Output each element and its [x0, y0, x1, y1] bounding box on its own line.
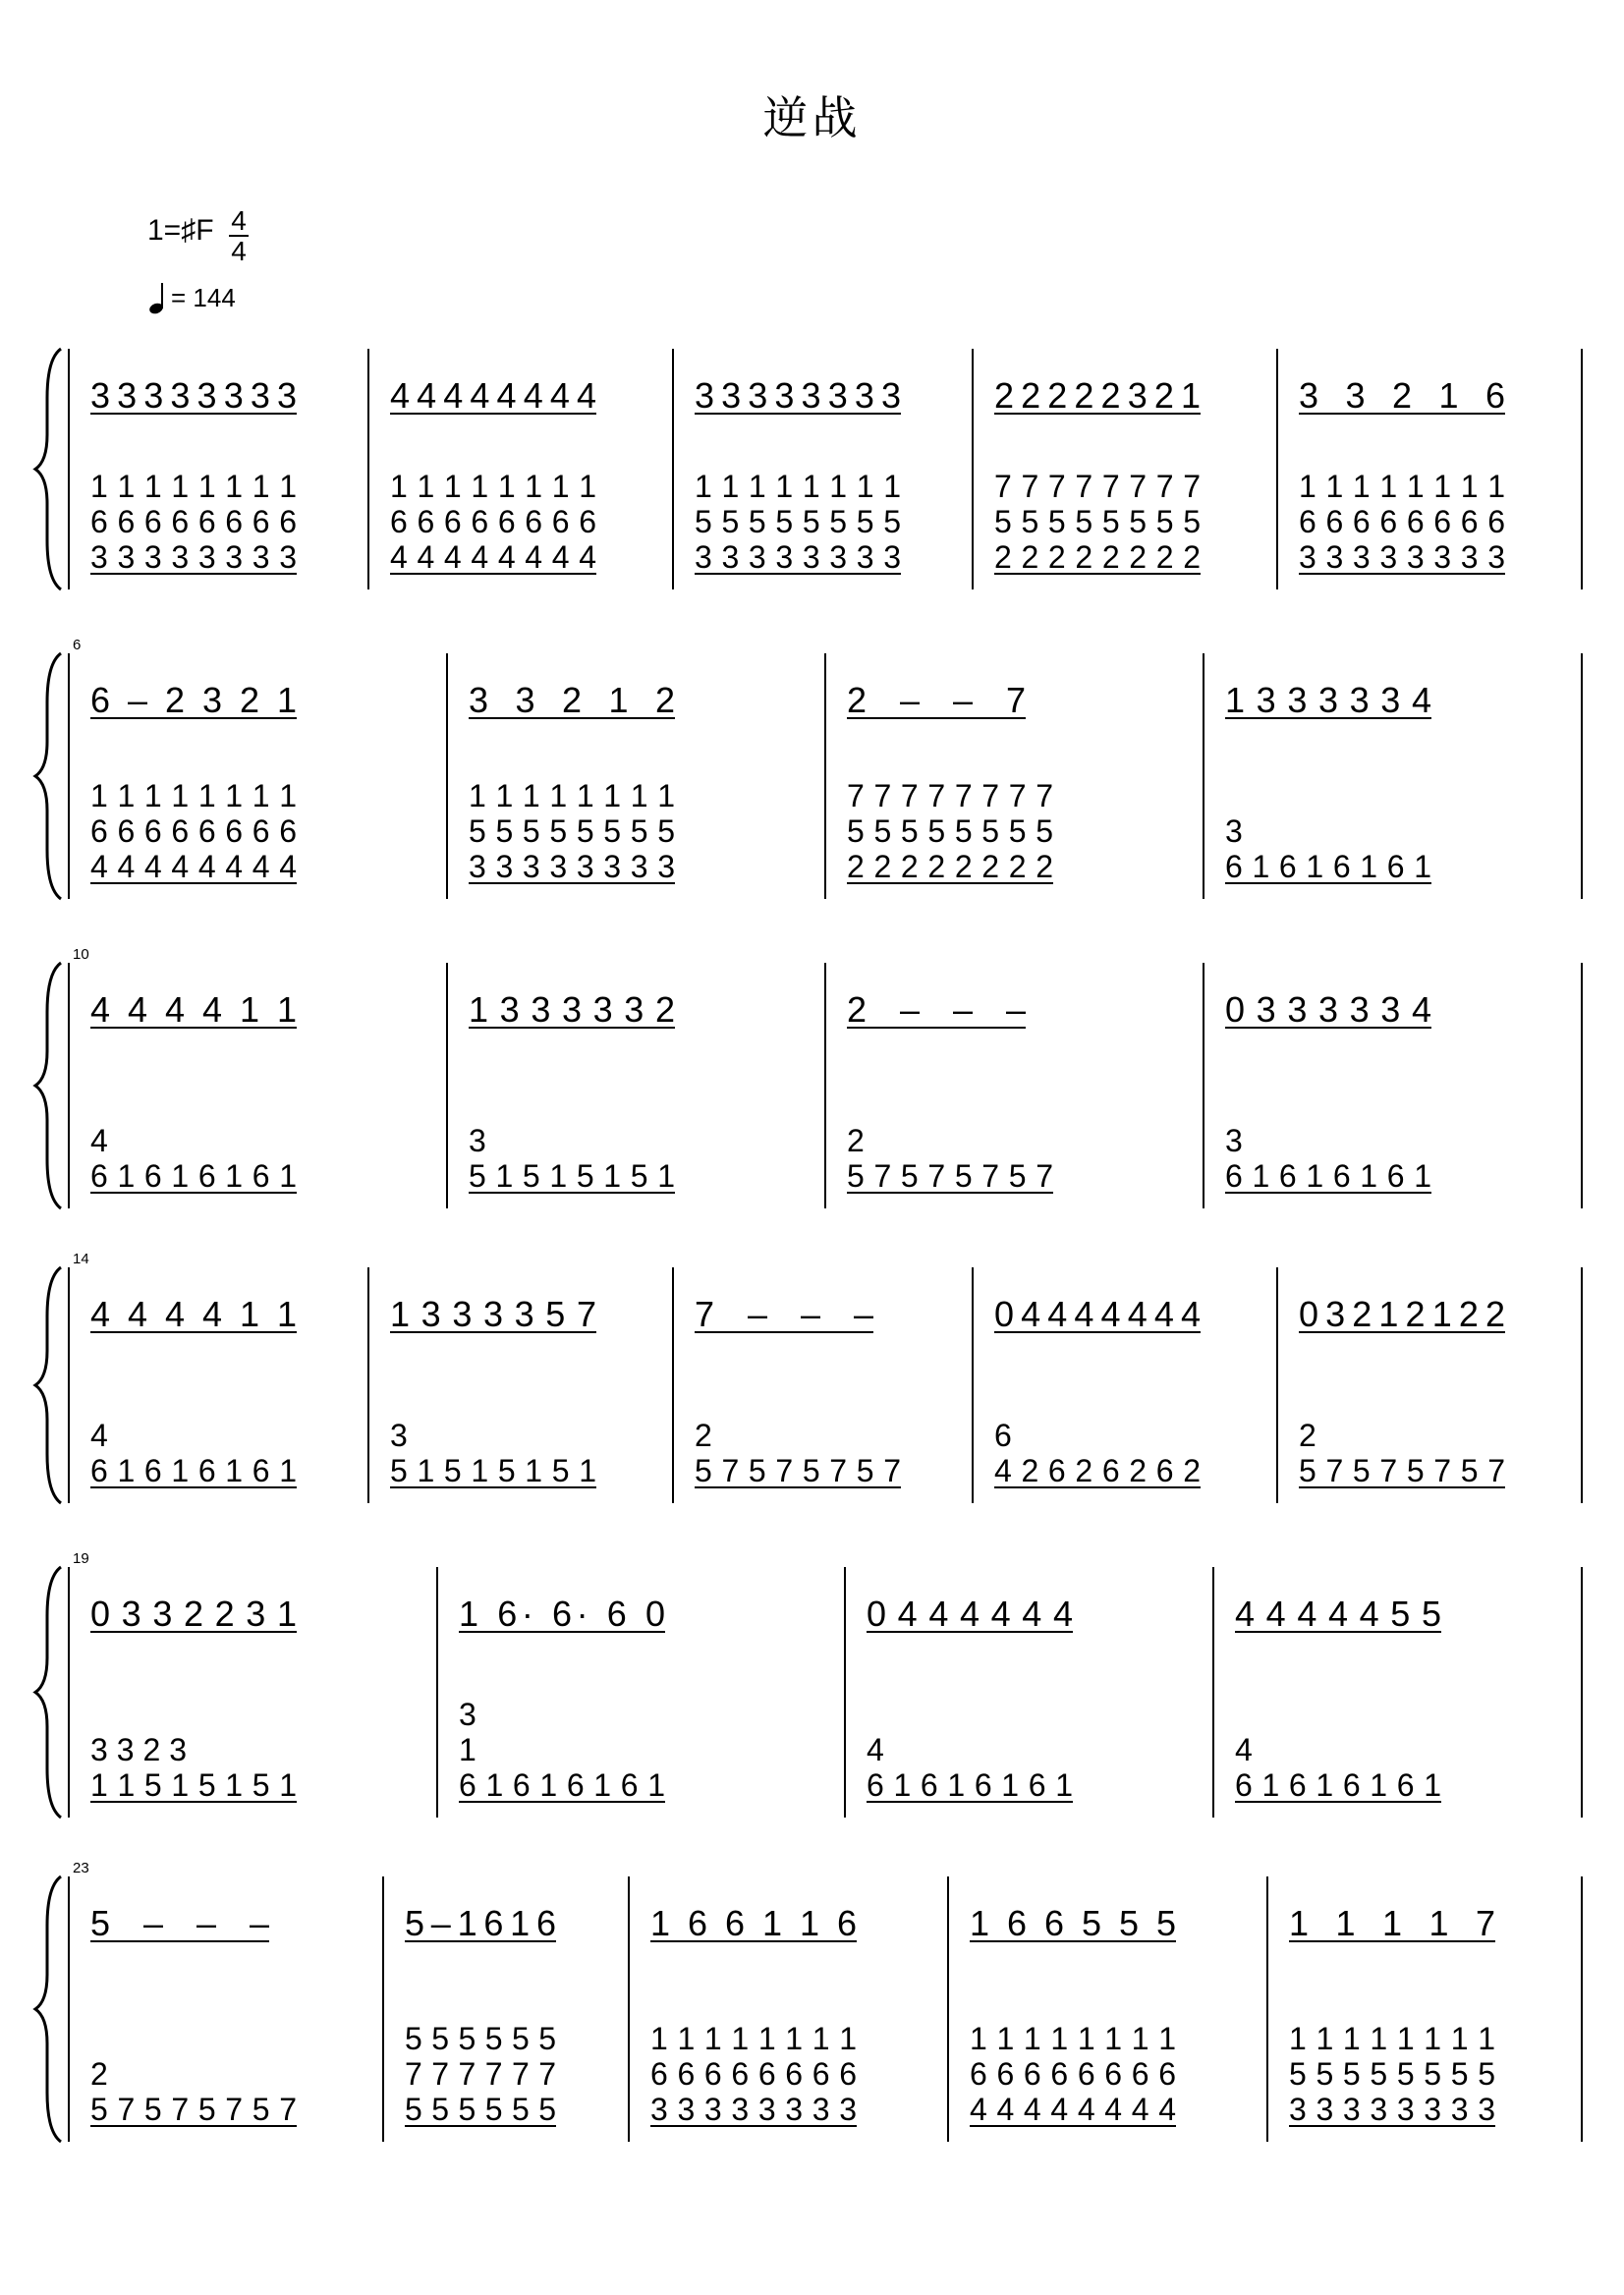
lower-staff-notes: 5 5 5 5 5 5 5 5 — [847, 813, 1053, 849]
lower-staff-notes: 4 4 4 4 4 4 4 4 — [390, 539, 596, 575]
measure — [90, 375, 297, 575]
measure — [90, 680, 297, 884]
time-signature-numerator: 4 — [231, 205, 247, 236]
measure — [90, 1294, 297, 1488]
lower-staff-notes: 1 1 1 1 1 1 1 1 — [390, 469, 596, 504]
measure — [1299, 1294, 1505, 1488]
lower-staff-notes: 5 5 5 5 5 5 5 5 — [994, 504, 1201, 539]
lower-staff-notes: 3 — [469, 1123, 486, 1158]
tempo-value: = 144 — [171, 283, 236, 312]
upper-staff-notes: 7 – – – — [695, 1294, 873, 1334]
lower-staff-notes: 6 1 6 1 6 1 6 1 — [867, 1767, 1073, 1803]
upper-staff-notes: 0 4 4 4 4 4 4 — [867, 1594, 1073, 1634]
lower-staff-notes: 2 2 2 2 2 2 2 2 — [994, 539, 1201, 575]
lower-staff-notes: 6 1 6 1 6 1 6 1 — [1225, 849, 1431, 884]
lower-staff-notes: 5 5 5 5 5 5 — [405, 2092, 556, 2127]
lower-staff-notes: 6 1 6 1 6 1 6 1 — [459, 1767, 665, 1803]
upper-staff-notes: 5 – – – — [90, 1903, 269, 1943]
lower-staff-notes: 3 3 3 3 3 3 3 3 — [1299, 539, 1505, 575]
lower-staff-notes: 2 2 2 2 2 2 2 2 — [847, 849, 1053, 884]
lower-staff-notes: 3 — [1225, 813, 1243, 849]
lower-staff-notes: 7 7 7 7 7 7 7 7 — [994, 469, 1201, 504]
lower-staff-notes: 5 5 5 5 5 5 5 5 — [469, 813, 675, 849]
measure — [405, 1903, 556, 2127]
upper-staff-notes: 2 – – – — [847, 989, 1026, 1030]
lower-staff-notes: 1 — [459, 1732, 476, 1767]
measure — [650, 1903, 857, 2127]
lower-staff-notes: 7 7 7 7 7 7 7 7 — [847, 778, 1053, 813]
lower-staff-notes: 4 4 4 4 4 4 4 4 — [970, 2092, 1176, 2127]
upper-staff-notes: 0 3 3 3 3 3 4 — [1225, 989, 1431, 1030]
system — [35, 946, 1582, 1208]
lower-staff-notes: 2 — [695, 1418, 712, 1453]
lower-staff-notes: 6 6 6 6 6 6 6 6 — [90, 504, 297, 539]
upper-staff-notes: 2 2 2 2 2 3 2 1 — [994, 375, 1201, 416]
lower-staff-notes: 3 3 3 3 3 3 3 3 — [650, 2092, 857, 2127]
upper-staff-notes: 1 1 1 1 7 — [1289, 1903, 1495, 1943]
lower-staff-notes: 6 1 6 1 6 1 6 1 — [90, 1158, 297, 1194]
measure — [847, 989, 1053, 1194]
time-signature-denominator: 4 — [231, 236, 247, 266]
lower-staff-notes: 6 1 6 1 6 1 6 1 — [1235, 1767, 1441, 1803]
upper-staff-notes: 4 4 4 4 4 5 5 — [1235, 1594, 1441, 1634]
upper-staff-notes: 1 3 3 3 3 5 7 — [390, 1294, 596, 1334]
system — [35, 1251, 1582, 1503]
lower-staff-notes: 4 — [90, 1418, 108, 1453]
system — [35, 637, 1582, 899]
measure — [867, 1594, 1073, 1803]
upper-staff-notes: 1 6 6 1 1 6 — [650, 1903, 857, 1943]
lower-staff-notes: 4 4 4 4 4 4 4 4 — [90, 849, 297, 884]
lower-staff-notes: 6 1 6 1 6 1 6 1 — [1225, 1158, 1431, 1194]
upper-staff-notes: 2 – – 7 — [847, 680, 1026, 720]
lower-staff-notes: 5 1 5 1 5 1 5 1 — [390, 1453, 596, 1488]
lower-staff-notes: 3 3 3 3 3 3 3 3 — [1289, 2092, 1495, 2127]
lower-staff-notes: 2 — [847, 1123, 865, 1158]
system — [35, 1550, 1582, 1818]
brace — [35, 349, 61, 589]
measure — [1235, 1594, 1441, 1803]
lower-staff-notes: 4 — [867, 1732, 884, 1767]
system — [35, 349, 1582, 589]
lower-staff-notes: 6 6 6 6 6 6 6 6 — [970, 2056, 1176, 2092]
brace — [35, 653, 61, 899]
lower-staff-notes: 4 2 6 2 6 2 6 2 — [994, 1453, 1201, 1488]
lower-staff-notes: 6 6 6 6 6 6 6 6 — [650, 2056, 857, 2092]
lower-staff-notes: 3 — [1225, 1123, 1243, 1158]
measure — [90, 989, 297, 1194]
brace — [35, 1567, 61, 1818]
upper-staff-notes: 0 4 4 4 4 4 4 4 — [994, 1294, 1201, 1334]
measure — [970, 1903, 1176, 2127]
lower-staff-notes: 3 — [390, 1418, 408, 1453]
lower-staff-notes: 4 — [90, 1123, 108, 1158]
brace — [35, 1267, 61, 1503]
measure — [90, 1594, 297, 1803]
lower-staff-notes: 5 7 5 7 5 7 5 7 — [695, 1453, 901, 1488]
score-title: 逆战 — [762, 91, 862, 144]
measure-number: 23 — [73, 1860, 89, 1876]
lower-staff-notes: 1 1 1 1 1 1 1 1 — [970, 2021, 1176, 2056]
lower-staff-notes: 6 6 6 6 6 6 6 6 — [1299, 504, 1505, 539]
measure — [847, 680, 1053, 884]
lower-staff-notes: 1 1 1 1 1 1 1 1 — [469, 778, 675, 813]
lower-staff-notes: 3 3 3 3 3 3 3 3 — [695, 539, 901, 575]
lower-staff-notes: 1 1 1 1 1 1 1 1 — [90, 469, 297, 504]
measure — [390, 1294, 596, 1488]
lower-staff-notes: 6 6 6 6 6 6 6 6 — [90, 813, 297, 849]
lower-staff-notes: 7 7 7 7 7 7 — [405, 2056, 556, 2092]
upper-staff-notes: 3 3 3 3 3 3 3 3 — [90, 375, 297, 416]
lower-staff-notes: 3 3 3 3 3 3 3 3 — [90, 539, 297, 575]
upper-staff-notes: 1 3 3 3 3 3 2 — [469, 989, 675, 1030]
lower-staff-notes: 3 3 3 3 3 3 3 3 — [469, 849, 675, 884]
lower-staff-notes: 1 1 1 1 1 1 1 1 — [650, 2021, 857, 2056]
lower-staff-notes: 6 1 6 1 6 1 6 1 — [90, 1453, 297, 1488]
upper-staff-notes: 3 3 3 3 3 3 3 3 — [695, 375, 901, 416]
lower-staff-notes: 5 1 5 1 5 1 5 1 — [469, 1158, 675, 1194]
lower-staff-notes: 5 5 5 5 5 5 — [405, 2021, 556, 2056]
lower-staff-notes: 5 7 5 7 5 7 5 7 — [90, 2092, 297, 2127]
lower-staff-notes: 1 1 5 1 5 1 5 1 — [90, 1767, 297, 1803]
lower-staff-notes: 5 5 5 5 5 5 5 5 — [695, 504, 901, 539]
upper-staff-notes: 4 4 4 4 1 1 — [90, 1294, 297, 1334]
lower-staff-notes: 6 — [994, 1418, 1012, 1453]
measure — [469, 989, 675, 1194]
measure — [1299, 375, 1505, 575]
upper-staff-notes: 5 – 1 6 1 6 — [405, 1903, 556, 1943]
lower-staff-notes: 6 6 6 6 6 6 6 6 — [390, 504, 596, 539]
upper-staff-notes: 4 4 4 4 4 4 4 4 — [390, 375, 596, 416]
measure — [459, 1594, 665, 1803]
lower-staff-notes: 2 — [90, 2056, 108, 2092]
upper-staff-notes: 4 4 4 4 1 1 — [90, 989, 297, 1030]
measure-number: 6 — [73, 637, 82, 653]
measure-number: 10 — [73, 946, 89, 963]
measure — [695, 375, 901, 575]
upper-staff-notes: 6 – 2 3 2 1 — [90, 680, 297, 720]
measure-number: 14 — [73, 1251, 89, 1267]
lower-staff-notes: 5 7 5 7 5 7 5 7 — [847, 1158, 1053, 1194]
lower-staff-notes: 5 7 5 7 5 7 5 7 — [1299, 1453, 1505, 1488]
upper-staff-notes: 0 3 2 1 2 1 2 2 — [1299, 1294, 1505, 1334]
lower-staff-notes: 1 1 1 1 1 1 1 1 — [90, 778, 297, 813]
measure-number: 19 — [73, 1550, 89, 1567]
upper-staff-notes: 3 3 2 1 6 — [1299, 375, 1505, 416]
measure — [994, 375, 1201, 575]
key-signature: 1=♯F — [147, 214, 214, 247]
system — [35, 1860, 1582, 2142]
measure — [1225, 989, 1431, 1194]
measure — [695, 1294, 901, 1488]
upper-staff-notes: 0 3 3 2 2 3 1 — [90, 1594, 297, 1634]
upper-staff-notes: 1 6 6 5 5 5 — [970, 1903, 1176, 1943]
lower-staff-notes: 4 — [1235, 1732, 1253, 1767]
measure — [994, 1294, 1201, 1488]
lower-staff-notes: 2 — [1299, 1418, 1316, 1453]
lower-staff-notes: 1 1 1 1 1 1 1 1 — [1289, 2021, 1495, 2056]
upper-staff-notes: 1 3 3 3 3 3 4 — [1225, 680, 1431, 720]
lower-staff-notes: 1 1 1 1 1 1 1 1 — [695, 469, 901, 504]
lower-staff-notes: 3 — [459, 1697, 476, 1732]
measure — [469, 680, 675, 884]
upper-staff-notes: 1 6· 6· 6 0 — [459, 1594, 665, 1634]
lower-staff-notes: 3 3 2 3 — [90, 1732, 187, 1767]
lower-staff-notes: 1 1 1 1 1 1 1 1 — [1299, 469, 1505, 504]
measure — [1289, 1903, 1495, 2127]
measure — [90, 1903, 297, 2127]
measure — [390, 375, 596, 575]
upper-staff-notes: 3 3 2 1 2 — [469, 680, 675, 720]
measure — [1225, 680, 1431, 884]
brace — [35, 963, 61, 1208]
lower-staff-notes: 5 5 5 5 5 5 5 5 — [1289, 2056, 1495, 2092]
brace — [35, 1876, 61, 2142]
